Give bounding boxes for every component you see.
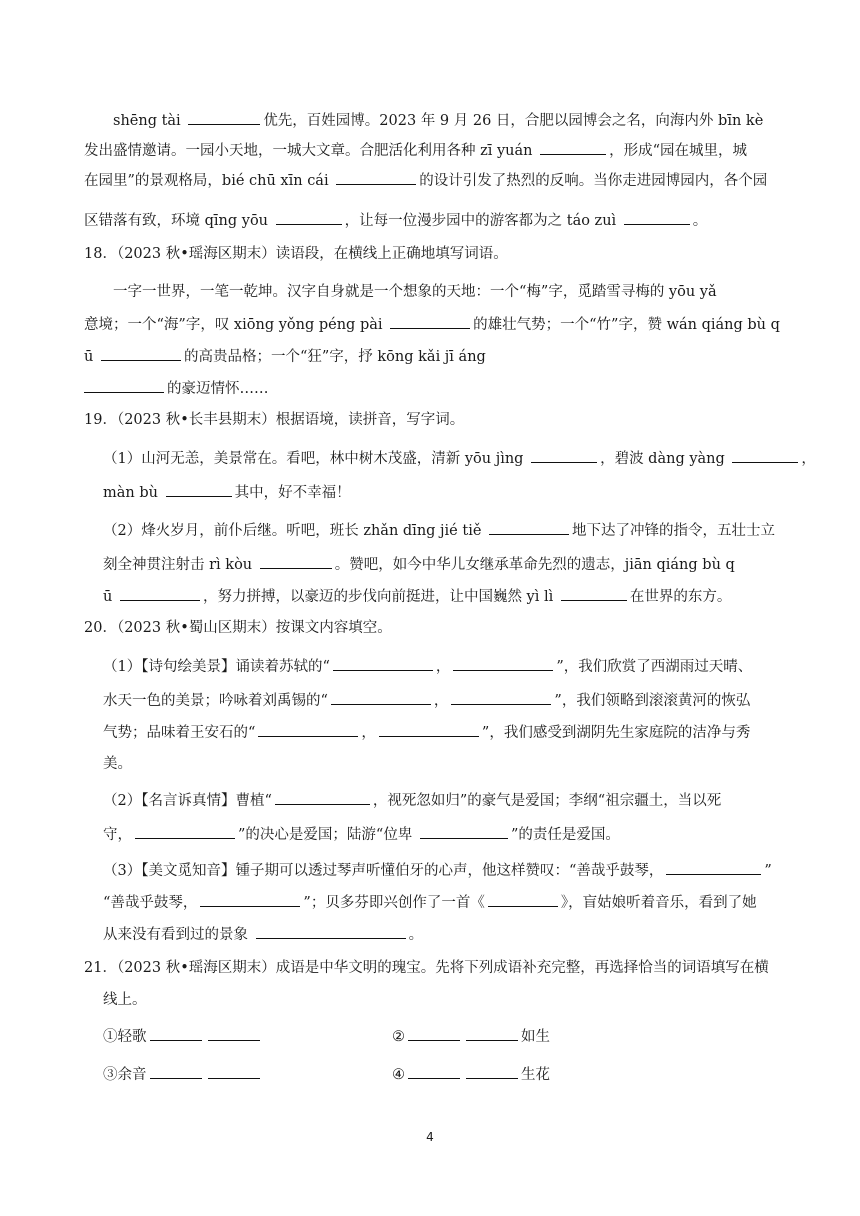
question-19-heading: 19．（2023 秋•长丰县期末）根据语境，读拼音，写字词。 [84,412,465,428]
text-line: 从来没有看到过的景象 。 [103,924,803,945]
text-line: ū ，努力拼搏，以豪迈的步伐向前挺进，让中国巍然 yì lì 在世界的东方。 [103,586,803,607]
text-line: màn bù 其中，好不幸福！ [103,482,803,503]
question-21-heading: 21．（2023 秋•瑶海区期末）成语是中华文明的瑰宝。先将下列成语补充完整，再选择恰当的词语填写在横 [84,960,769,976]
text-line: 线上。 [103,992,147,1008]
text-line: 的豪迈情怀…… [84,378,784,399]
text-line: 守， ”的决心是爱国；陆游“位卑 ”的责任是爱国。 [103,824,803,845]
text-line: 意境；一个“海”字，叹 xiōng yǒng péng pài 的雄壮气势；一个“竹”字，赞 wán qiáng bù q [84,314,784,335]
text-line: 在园里”的景观格局，bié chū xīn cái 的设计引发了热烈的反响。当你走进园博园内，各个园 [84,170,784,191]
text-line: （3）【美文觅知音】锺子期可以透过琴声听懂伯牙的心声，他这样赞叹：“善哉乎鼓琴， ” [103,860,803,881]
idiom-item: ② 如生 [392,1026,692,1047]
text-line: （1）山河无恙，美景常在。看吧，林中树木茂盛，清新 yōu jìng ，碧波 dàng yàng ， [103,448,803,469]
text-line: 发出盛情邀请。一园小天地，一城大文章。合肥活化利用各种 zī yuán ，形成“园在城里，城 [84,140,784,161]
text-line: （2）【名言诉真情】曹植“ ，视死忽如归”的豪气是爱国；李纲“祖宗疆土，当以死 [103,790,803,811]
text-line: 一字一世界，一笔一乾坤。汉字自身就是一个想象的天地：一个“梅”字，觅踏雪寻梅的 yōu yǎ [113,284,717,300]
idiom-item: ③余音 [103,1064,803,1085]
idiom-item: ①轻歌 [103,1026,803,1047]
text-line: 气势；品味着王安石的“ ， ”，我们感受到湖阴先生家庭院的洁净与秀 [103,722,803,743]
text-line: 刻全神贯注射击 rì kòu 。赞吧，如今中华儿女继承革命先烈的遗志，jiān qiáng bù q [103,554,803,575]
idiom-item: ④ 生花 [392,1064,692,1085]
text-line: “善哉乎鼓琴， ”；贝多芬即兴创作了一首《 》，盲姑娘听着音乐，看到了她 [103,892,803,913]
page-number: 4 [426,1130,434,1144]
text-line: 区错落有致，环境 qīng yōu ，让每一位漫步园中的游客都为之 táo zuì 。 [84,210,784,231]
question-20-heading: 20．（2023 秋•蜀山区期末）按课文内容填空。 [84,620,392,636]
text-line: （1）【诗句绘美景】诵读着苏轼的“ ， ”，我们欣赏了西湖雨过天晴、 [103,656,803,677]
text-line: shēng tài 优先，百姓园博。2023 年 9 月 26 日，合肥以园博会之名，向海内外 bīn kè [113,110,813,131]
text-line: 水天一色的美景；吟咏着刘禹锡的“ ， ”，我们领略到滚滚黄河的恢弘 [103,690,803,711]
text-line: （2）烽火岁月，前仆后继。听吧，班长 zhǎn dīng jié tiě 地下达了冲锋的指令，五壮士立 [103,520,803,541]
text-line: 美。 [103,756,132,772]
question-18-heading: 18．（2023 秋•瑶海区期末）读语段，在横线上正确地填写词语。 [84,246,508,262]
text-line: ū 的高贵品格；一个“狂”字，抒 kōng kǎi jī áng [84,346,784,367]
